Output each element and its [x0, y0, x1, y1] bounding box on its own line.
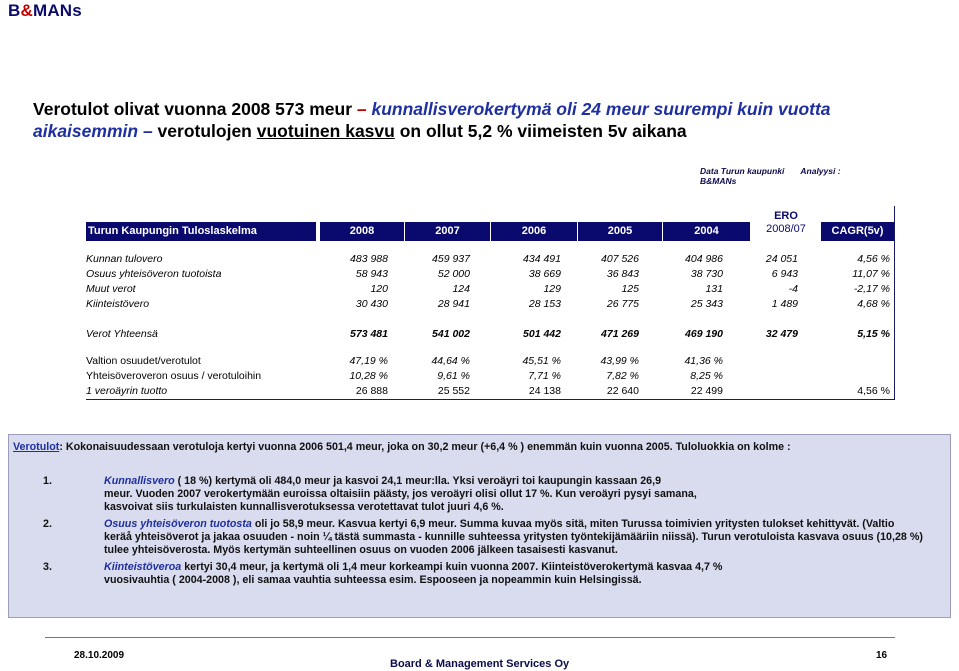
note-item-3: Kiinteistöveroa kertyi 30,4 meur, ja kertymä oli 1,4 meur korkeampi kuin vuonna 2007. Kiinteistöverokertymä kasvaa 4,7 % vuosivauhtia ( 2004-2008 ), eli samaa vauhtia suhteessa esim. Espooseen ja nopeammin kuin Helsingissä.: [104, 561, 723, 586]
footer-company: Board & Management Services Oy: [390, 658, 570, 670]
table-row: 1 veroäyrin tuotto 26 888 25 552 24 138 22 640 22 499 4,56 %: [86, 385, 890, 397]
table-row: Kunnan tulovero 483 988 459 937 434 491 407 526 404 986 24 051 4,56 %: [86, 253, 890, 265]
year-header-2008: 2008: [320, 222, 404, 241]
item-number: 2.: [43, 518, 52, 530]
year-header-2007: 2007: [405, 222, 490, 241]
year-header-2006: 2006: [491, 222, 577, 241]
note-intro: Verotulot: Kokonaisuudessaan verotuloja kertyi vuonna 2006 501,4 meur, joka on 30,2 meur (+6,4 % ) enemmän kuin vuonna 2005. Tuloluokkia on kolme :: [13, 441, 791, 453]
note-item-2: Osuus yhteisöveron tuotosta oli jo 58,9 meur. Kasvua kertyi 6,9 meur. Summa kuvaa myös sitä, miten Turussa toimivien yritysten tulokset kehittyvät. (Valtio keräå yhteisöverot ja jakaa osuuden - noin ¼ tästä summasta - kunnille suhteessa yritysten työntekijämääriin niissä). Turun verotuloista kasvava osuus (10,28 %) tulee yhteisöverosta. Myös kertymän suhteellinen osuus on vuoden 2006 jälkeen tasaisesti kasvanut.: [104, 518, 923, 556]
table-row: Muut verot 120 124 129 125 131 -4 -2,17 %: [86, 283, 890, 295]
commentary-box: [8, 434, 951, 618]
page-number: 16: [876, 650, 888, 661]
income-statement-table: [86, 206, 895, 400]
footer-date: 28.10.2009: [74, 650, 125, 661]
source-credit: Data Turun kaupunki Analyysi : B&MANs: [700, 166, 841, 186]
footer-divider: [45, 637, 895, 638]
cagr-header: CAGR(5v): [821, 222, 894, 241]
item-number: 3.: [43, 561, 52, 573]
table-row: Osuus yhteisöveron tuotoista 58 943 52 000 38 669 36 843 38 730 6 943 11,07 %: [86, 268, 890, 280]
table-title: Turun Kaupungin Tuloslaskelma: [86, 222, 316, 241]
table-total-row: Verot Yhteensä 573 481 541 002 501 442 471 269 469 190 32 479 5,15 %: [86, 328, 890, 340]
note-item-1: Kunnallisvero ( 18 %) kertymä oli 484,0 meur ja kasvoi 24,1 meur:lla. Yksi veroäyri toi kaupungin kassaan 26,9 meur. Vuoden 2007 verokertymään euroissa oltaisiin päästy, jos veroäyri olisi ollut 17 %. Kun veroäyri pysyi samana, kasvoivat siis turkulaisten kunnallisverotuksessa verotettavat tulot juuri 4,6 %.: [104, 475, 697, 513]
page-title: Verotulot olivat vuonna 2008 573 meur – kunnallisverokertymä oli 24 meur suurempi kuin vuotta aikaisemmin – verotulojen vuotuinen kasvu on ollut 5,2 % viimeisten 5v aikana: [33, 99, 831, 141]
year-header-2005: 2005: [578, 222, 662, 241]
year-header-2004: 2004: [663, 222, 750, 241]
table-row: Kiinteistövero 30 430 28 941 28 153 26 775 25 343 1 489 4,68 %: [86, 298, 890, 310]
ero-header: ERO 2008/07: [766, 210, 806, 235]
table-row: Valtion osuudet/verotulot 47,19 % 44,64 % 45,51 % 43,99 % 41,36 %: [86, 355, 723, 367]
item-number: 1.: [43, 475, 52, 487]
table-row: Yhteisöveroveron osuus / verotuloihin 10,28 % 9,61 % 7,71 % 7,82 % 8,25 %: [86, 370, 723, 382]
company-logo: B&MANs: [8, 1, 82, 20]
